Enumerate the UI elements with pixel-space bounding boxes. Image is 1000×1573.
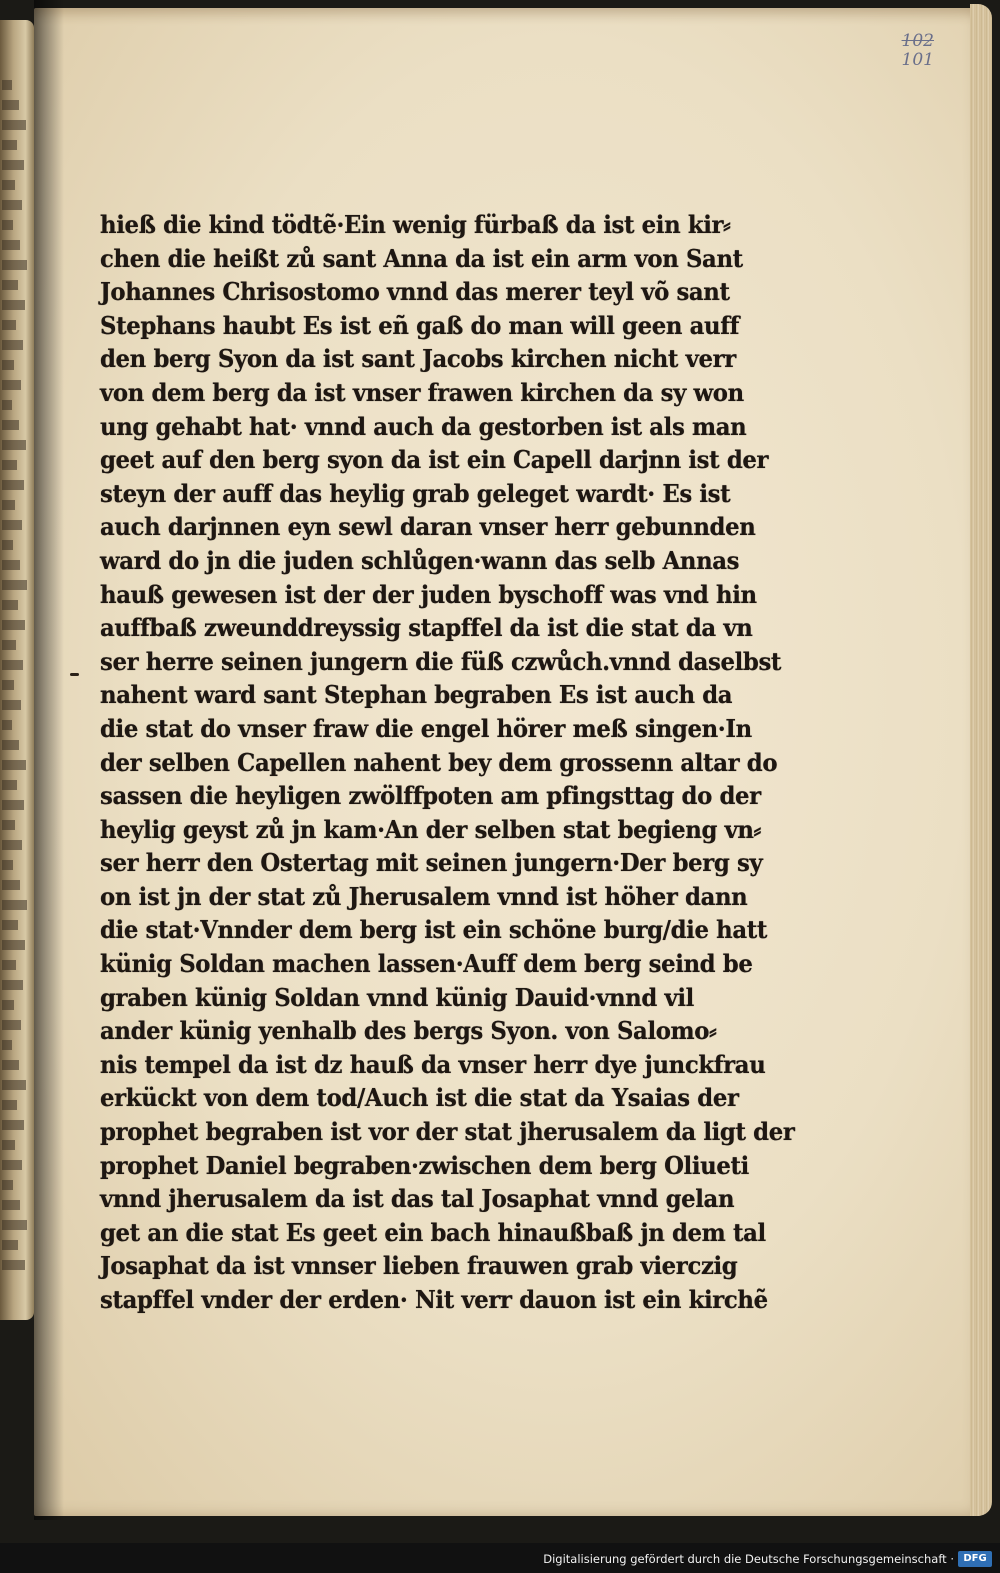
text-line: künig Soldan machen lassen·Auff dem berg seind be	[100, 949, 753, 979]
text-line: get an die stat Es geet ein bach hinaußbaß jn dem tal	[100, 1217, 766, 1247]
text-line: stapffel vnder der erden· Nit verr dauon ist ein kirchẽ	[100, 1285, 768, 1314]
text-line: steyn der auff das heylig grab geleget wardt· Es ist	[100, 478, 731, 508]
gutter-shadow	[34, 0, 64, 1520]
text-line: hieß die kind tödtẽ·Ein wenig fürbaß da ist ein kir⸗	[100, 210, 731, 239]
facing-page-ink	[2, 620, 25, 630]
folio-new: 101	[901, 50, 934, 70]
facing-page-ink	[2, 720, 12, 730]
facing-page-ink	[2, 680, 14, 690]
facing-page-ink	[2, 540, 13, 550]
facing-page-ink	[2, 860, 13, 870]
facing-page-ink	[2, 900, 27, 910]
text-line: Stephans haubt Es ist eñ gaß do man will geen auff	[100, 310, 740, 340]
facing-page-ink	[2, 320, 16, 330]
facing-page-ink	[2, 780, 17, 790]
text-line: prophet Daniel begraben·zwischen dem berg Oliueti	[100, 1150, 749, 1180]
facing-page-ink	[2, 980, 23, 990]
folio-old: 102	[901, 31, 934, 51]
text-line: sassen die heyligen zwölffpoten am pfingsttag do der	[100, 781, 761, 811]
facing-page-ink	[2, 1120, 24, 1130]
text-line: der selben Capellen nahent bey dem grossenn altar do	[100, 747, 778, 777]
text-line: nahent ward sant Stephan begraben Es ist auch da	[100, 680, 733, 710]
facing-page-ink	[2, 1140, 15, 1150]
text-line: ung gehabt hat· vnnd auch da gestorben ist als man	[100, 411, 747, 441]
facing-page-ink	[2, 520, 22, 530]
facing-page-ink	[2, 920, 18, 930]
facing-page-ink	[2, 500, 15, 510]
footer-bar	[0, 1543, 1000, 1573]
facing-page-ink	[2, 840, 22, 850]
facing-page-ink	[2, 880, 20, 890]
facing-page-ink	[2, 480, 24, 490]
facing-page-ink	[2, 1180, 13, 1190]
facing-page-ink	[2, 1020, 21, 1030]
text-line: nis tempel da ist dz hauß da vnser herr dye junckfrau	[100, 1049, 766, 1079]
facing-page-ink	[2, 200, 22, 210]
facing-page-ink	[2, 1260, 25, 1270]
facing-page-ink	[2, 260, 27, 270]
text-line: vnnd jherusalem da ist das tal Josaphat vnnd gelan	[100, 1184, 735, 1214]
facing-page-ink	[2, 1000, 14, 1010]
facing-page-ink	[2, 1160, 22, 1170]
text-line: erkückt von dem tod/Auch ist die stat da Ysaias der	[100, 1083, 739, 1113]
facing-page-ink	[2, 300, 25, 310]
facing-page-ink	[2, 180, 15, 190]
folio-number	[902, 32, 934, 70]
text-line: Josaphat da ist vnnser lieben frauwen grab vierczig	[100, 1251, 738, 1281]
facing-page-ink	[2, 640, 16, 650]
text-line: heylig geyst zů jn kam·An der selben stat begieng vn⸗	[100, 814, 761, 844]
text-line: ser herre seinen jungern die füß czwůch.vnnd daselbst	[100, 646, 782, 676]
text-line: ander künig yenhalb des bergs Syon. von Salomo⸗	[100, 1016, 717, 1046]
facing-page-ink	[2, 960, 16, 970]
text-line: den berg Syon da ist sant Jacobs kirchen nicht verr	[100, 344, 736, 374]
facing-page-ink	[2, 360, 14, 370]
funding-credit: Digitalisierung gefördert durch die Deutsche Forschungsgemeinschaft ·	[543, 1552, 954, 1566]
text-line: von dem berg da ist vnser frawen kirchen da sy won	[100, 377, 744, 407]
facing-page-ink	[2, 600, 18, 610]
text-line: chen die heißt zů sant Anna da ist ein arm von Sant	[100, 243, 743, 273]
facing-page-ink	[2, 1100, 17, 1110]
facing-page-ink	[2, 1040, 12, 1050]
facing-page-ink	[2, 1220, 27, 1230]
facing-page-ink	[2, 80, 12, 90]
blackletter-text-block	[100, 208, 795, 1317]
facing-page-ink	[2, 100, 19, 110]
facing-page-ink	[2, 240, 20, 250]
facing-page-ink	[2, 1200, 20, 1210]
text-line: graben künig Soldan vnnd künig Dauid·vnnd vil	[100, 982, 694, 1012]
facing-page-ink	[2, 700, 21, 710]
facing-page-ink	[2, 160, 24, 170]
page-edges	[970, 4, 992, 1516]
facing-page-ink	[2, 460, 17, 470]
text-line: auch darjnnen eyn sewl daran vnser herr gebunnden	[100, 512, 756, 542]
text-line: auffbaß zweunddreyssig stapffel da ist die stat da vn	[100, 613, 753, 643]
dfg-logo: DFG	[958, 1551, 992, 1567]
margin-mark	[70, 673, 79, 676]
text-line: on ist jn der stat zů Jherusalem vnnd ist höher dann	[100, 881, 748, 911]
facing-page-ink	[2, 580, 27, 590]
text-line: geet auf den berg syon da ist ein Capell darjnn ist der	[100, 445, 769, 475]
facing-page-ink	[2, 1240, 18, 1250]
facing-page-ink	[2, 220, 13, 230]
facing-page-ink	[2, 420, 19, 430]
text-line: prophet begraben ist vor der stat jherusalem da ligt der	[100, 1117, 795, 1147]
facing-page-ink	[2, 1080, 26, 1090]
text-line: die stat·Vnnder dem berg ist ein schöne burg/die hatt	[100, 915, 768, 945]
text-line: ward do jn die juden schlůgen·wann das selb Annas	[100, 545, 740, 575]
facing-page-ink	[2, 1060, 19, 1070]
facing-page-edge	[0, 20, 34, 1320]
book-page	[34, 8, 986, 1516]
facing-page-ink	[2, 760, 26, 770]
facing-page-ink	[2, 400, 12, 410]
facing-page-ink	[2, 280, 18, 290]
facing-page-ink	[2, 660, 23, 670]
facing-page-ink	[2, 440, 26, 450]
facing-page-ink	[2, 820, 15, 830]
text-line: hauß gewesen ist der der juden byschoff was vnd hin	[100, 579, 757, 609]
facing-page-ink	[2, 560, 20, 570]
facing-page-ink	[2, 800, 24, 810]
facing-page-ink	[2, 340, 23, 350]
facing-page-ink	[2, 140, 17, 150]
text-line: die stat do vnser fraw die engel hörer meß singen·In	[100, 713, 752, 743]
text-line: ser herr den Ostertag mit seinen jungern·Der berg sy	[100, 848, 763, 878]
text-line: Johannes Chrisostomo vnnd das merer teyl võ sant	[100, 277, 730, 307]
facing-page-ink	[2, 940, 25, 950]
facing-page-ink	[2, 120, 26, 130]
facing-page-ink	[2, 380, 21, 390]
facing-page-ink	[2, 740, 19, 750]
